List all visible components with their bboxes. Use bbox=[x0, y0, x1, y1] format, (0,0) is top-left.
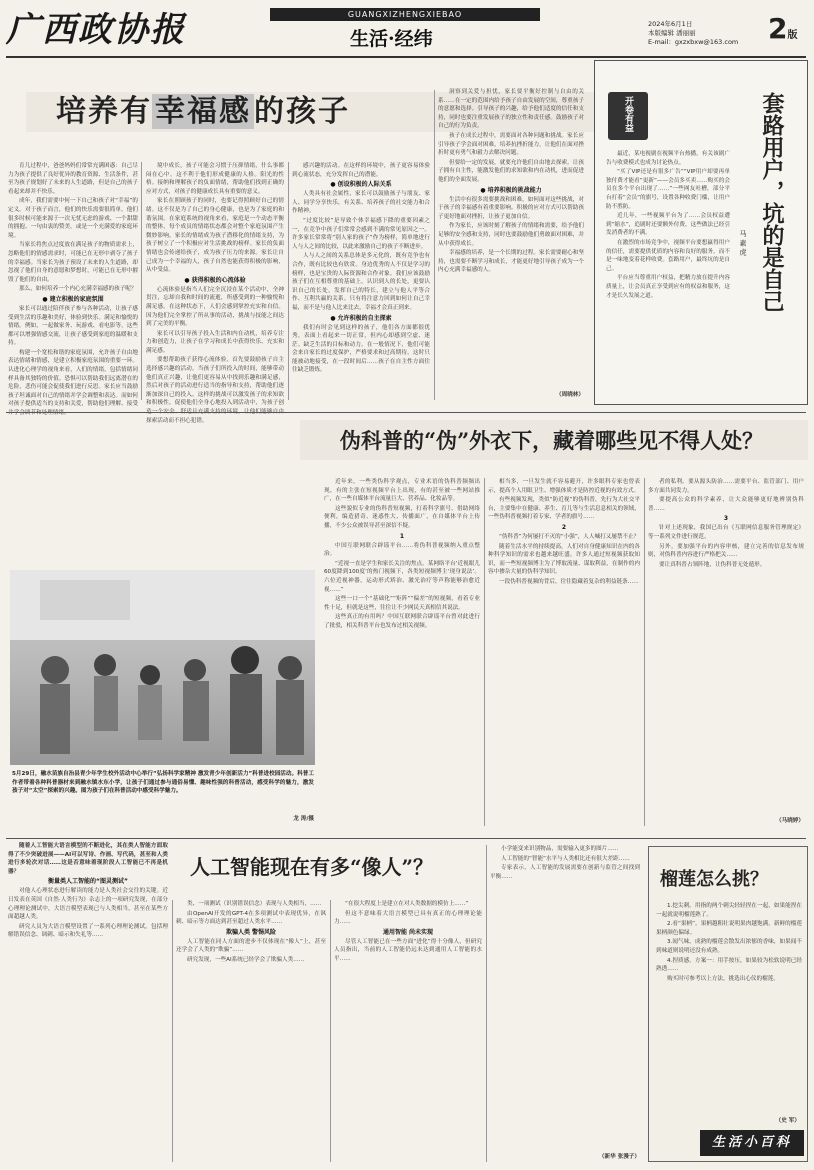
paragraph: 这些一口一个“基础化”“矩阵”“偏差”的短视频，看着专业性十足，但就是这些，往往让不少网民天真相信其说法。 bbox=[324, 596, 480, 611]
column-rule bbox=[484, 478, 485, 826]
paragraph: 当家长将焦点过度放在满足孩子的物质需求上，忽略他们的情感需求时，可能已在无形中剥夺了孩子的幸福感。当家长为孩子预设了未来的人生道路，却忽视了他们自身的意愿和梦想时，可能已在无形中摧毁了他们的自由。 bbox=[8, 242, 138, 283]
sidebar-banner bbox=[608, 92, 648, 140]
paragraph: 这些貌似专业的伪科普短视频，打着科学旗号，借助网络便利，编造猎奇、迷惑性大、传播面广，在自媒体平台上传播，不少公众被误导甚至深信不疑。 bbox=[324, 505, 480, 529]
article2-photo bbox=[10, 570, 315, 765]
paragraph: 近几年，一些视频平台为了……会员权益遭到“缩水”，追剧时还要额外付费，这些做法已经引发消费者的不满。 bbox=[606, 213, 730, 237]
subheading: ● 建立积极的家庭氛围 bbox=[42, 295, 104, 303]
paragraph: 要想帮助孩子获得心流体验，首先要鼓励孩子自主选择感兴趣的活动。当孩子们所投入的时间，能够带动他们真正兴趣，让他们更容易从中找到乐趣和满足感，然后对孩子的活动进行适当的指导和支持，帮助他们逐渐加深自己的投入。这样的挑战可以激发孩子的求知欲和积极性，促使他们全身心地投入到活动中，为孩子创造一个安全、舒适且充满支持的环境，让他们能够自由探索活动而不担心犯错。 bbox=[146, 357, 284, 424]
article1-author: （周晓林） bbox=[556, 392, 584, 398]
paragraph: 4.捏质感。方案一：用手按压，如果较为松软说明已经熟透…… bbox=[656, 957, 802, 973]
headline-part-c: 的孩子 bbox=[254, 94, 350, 129]
article2-col1 bbox=[324, 478, 480, 826]
header-rule bbox=[6, 56, 806, 58]
paragraph: 3.闻气味。成熟的榴莲会散发出浓郁的香味，如果闻不到味道则说明还没有成熟。 bbox=[656, 939, 802, 954]
paragraph: 要提高公众的科学素养，让大众能够更好地辨别伪科普…… bbox=[648, 497, 804, 512]
paragraph: 有些视频发现，类似“防近视”的伪科普，先行为大社交平台，主要集中在健康、养生、育儿等与生活息息相关的领域，一些伪科普视频打着专家、学者的旗号…… bbox=[488, 497, 640, 521]
paragraph: 成年，我们需要中何一下自己和孩子对“幸福”的定义。对于孩子而言，他们的快乐需要很简单，他们很多时候可能来源于一次无忧无虑的游戏、一个甜甜的拥抱、一句由衷的赞美。或是一个充满爱的家庭环境。 bbox=[8, 198, 138, 239]
article2-col2 bbox=[488, 478, 640, 826]
issue-date: 2024年6月1日 bbox=[648, 20, 693, 28]
sidebar-text bbox=[606, 150, 730, 396]
subheading: ● 创设积极的人际关系 bbox=[330, 181, 392, 189]
article3-col2 bbox=[176, 900, 326, 1162]
paragraph: 感兴趣的活动。在这样的环境中，孩子更容易体验到心流状态，充分发挥自己的潜能。 bbox=[292, 163, 430, 178]
column-rule bbox=[172, 900, 173, 1162]
section-number: 1 bbox=[399, 532, 405, 540]
masthead-pinyin: GUANGXIZHENGXIEBAO bbox=[270, 8, 540, 21]
durian-title: 榴莲怎么挑？ bbox=[660, 869, 768, 890]
paragraph: 小学能变来识别物品，需要输入更多的图片…… bbox=[501, 846, 619, 852]
article3-author: （新华 张漫子） bbox=[598, 1154, 640, 1160]
paragraph: 者的私利。要从源头防治……需要平台、监管部门、用户多方面共同发力。 bbox=[648, 479, 804, 494]
section-title: 生活·经纬 bbox=[350, 28, 433, 50]
paragraph: 境中成长，孩子可能会习惯于压抑情绪，什么事都闷在心中，这不利于他们形成健康的人格。阳光的性格。接纳和理解孩子的负面情绪，帮助他们找到正确的应对方式，对孩子的健康成长具有重要的意义。 bbox=[146, 163, 284, 195]
paragraph: 专家表示，人工智能的发展需要在创新与监管之间找到平衡…… bbox=[490, 865, 640, 880]
section-number: 3 bbox=[723, 515, 729, 523]
masthead bbox=[6, 6, 196, 54]
classroom-photo-icon bbox=[10, 570, 315, 765]
durian-text bbox=[656, 902, 802, 1114]
page-editor: 本版编辑 潘丽丽 bbox=[648, 29, 696, 37]
article1-col4 bbox=[438, 88, 584, 390]
paragraph: 相当多，一旦发生就不容易避开，许多眼科专家也曾表示，提高个人用眼卫生、增强体质才是防控近视的有效方式。 bbox=[488, 479, 640, 494]
paragraph: 研究人员为大语言模型设置了一系列心理理论测试，包括理解错误信念、讽刺、暗示和失礼等…… bbox=[8, 923, 168, 939]
paragraph: 人工智能在同人方面的进步不仅体现在“像人”上，甚至还学会了人类的“欺骗”…… bbox=[176, 938, 326, 954]
subheading: 通用智能 尚未实现 bbox=[382, 928, 434, 936]
column-rule bbox=[288, 162, 289, 400]
durian-author: （史 军） bbox=[775, 1118, 800, 1124]
sidebar-author: 马 素 虎 bbox=[739, 230, 747, 256]
paragraph: 近年来，一些类伪科学观点，专业术语的伪科普频频出现，有的主张在短视频平台上出现，有的甚至被一些网站推广，在一些自媒体平台流量巨大、营养品、化妆品等。 bbox=[324, 479, 480, 503]
subheading: ● 获得积极的心流体验 bbox=[184, 276, 246, 284]
paragraph: 另外，要加强平台的内容审核，建立完善的信息发布规则，对伪科普内容进行严格把关…… bbox=[648, 543, 804, 559]
section-rule bbox=[6, 838, 806, 839]
paragraph: 人类具有社会属性，家长可以鼓励孩子与朋友、家人、同学分享快乐，有关系、培养孩子的社交能力和合作精神。 bbox=[292, 191, 430, 215]
durian-footer-text: 生活小百科 bbox=[711, 1135, 792, 1150]
subheading: 衡量类人工智能的“图灵测试” bbox=[48, 878, 128, 886]
paragraph: 育儿过程中，爸爸妈妈们常常充满困惑：自己尽力为孩子提供了良好优异的教育资源、生活条件，甚至为孩子规划好了未来的人生道路，但是自己的孩子看起来却并不快乐。 bbox=[8, 163, 138, 195]
article3-title: 人工智能现在有多“像人”？ bbox=[190, 855, 434, 879]
subheading: ● 培养积极的挑战能力 bbox=[480, 186, 542, 194]
photo-caption bbox=[12, 770, 314, 814]
subheading: 欺骗人类 警惕风险 bbox=[225, 928, 277, 936]
paragraph: 2.看“果柄”。果柄越粗壮说明果肉越饱满，新鲜的榴莲果柄颜色偏绿。 bbox=[656, 921, 802, 936]
headline-highlight: 幸福感 bbox=[152, 94, 254, 129]
article2-title: 伪科普的“伪”外衣下，藏着哪些见不得人处？ bbox=[340, 428, 764, 453]
paragraph: 孩子在成长过程中，需要面对各种问题和挑战。家长应引导孩子学会面对困难，培养抗挫折能力，让他们在面对挫折时更有勇气和毅力去解决问题。 bbox=[438, 132, 584, 157]
paragraph: “过度比较”是导致个体幸福感下降的重要因素之一，在竞争中孩子们常常会感到不满的常见原因之一。许多家长常常将“别人家的孩子”作为榜样，简单地进行人与人之间的比较，以此来激励自己的孩子不断进步。 bbox=[292, 217, 430, 250]
section-rule bbox=[6, 412, 806, 413]
durian-footer bbox=[700, 1130, 804, 1156]
paragraph: 随着生活水平的持续提高，人们对自身健康知识在内的各种科学知识的需求也越来越旺盛。许多人通过短视频获取知识，而一些短视频博主为了博取流量、谋取利益，在制作的内容中掺杂大量的伪科学知识。 bbox=[488, 543, 640, 576]
paragraph: 人工智能的“智能”水平与人类相比还有很大差距…… bbox=[501, 855, 630, 862]
section-number: 2 bbox=[561, 523, 567, 531]
paragraph: 但这不意味着大语言模型已具有真正的心理理论能力…… bbox=[334, 910, 482, 926]
paragraph: 平台应当尊重用户权益，把精力放在提升内容质量上，让会员真正享受到应有的权益和服务，这才是长久发展之道。 bbox=[606, 275, 730, 299]
paragraph: 洞察到关爱与担忧，家长要平衡好控制与自由的关系……在一定的范围内给予孩子自由发展的空间，尊重孩子的意愿和选择。引导孩子的兴趣，给予他们适度的信任和支持，同时也要注重发展孩子的独立性和责任感。鼓励孩子对自己的行为负责。 bbox=[438, 89, 584, 130]
header-info bbox=[648, 20, 758, 47]
paragraph: 要让真科普占领阵地，让伪科普无处遁形。 bbox=[659, 561, 766, 568]
paragraph: 对他人心理状态进行解读的能力是人类社会交往的关键。近日发表在英国《自然·人类行为》杂志上的一项研究发现，在部分心理理论测试中，大语言模型表现已与人类相当，甚至在某些方面超越人类。 bbox=[8, 888, 168, 921]
article1-headline bbox=[56, 90, 350, 134]
paragraph: “买了VIP还是有很多广告”“VIP用户却要再单独付费才能看“更新”——会员多买卖……购买的会员在多个平台出现了……”一些网友吐槽，部分平台打着“会员”的旗号，设置各种收费门槛，让用户防不胜防。 bbox=[606, 169, 730, 210]
photo-credit: 龙 涛/摄 bbox=[293, 816, 314, 822]
paragraph: 购买时可参考以上方法，挑选出心仪的榴莲。 bbox=[667, 975, 779, 982]
article3-col3 bbox=[334, 900, 482, 1162]
article3-lead: 随着人工智能大语言模型的不断进化，其在类人智能方面取得了不少突破进展——AI可以写诗、作画、写代码，甚至和人类进行多轮次对话……这是否意味着现阶段人工智能已不再是机器？ bbox=[8, 843, 168, 875]
caption-text: 5月29日，融水苗族自治县青少年学生校外活动中心举行“弘扬科学家精神 激发青少年创新活力”科普进校园活动。科普工作者带着各种科普器材来到融水镇水东小学，让孩子们通过参与通俗易懂、趣味性强的科普活动，感受科学的魅力，激发孩子对“太空”探索的兴趣。图为孩子们在科普活动中感受科学魅力。 bbox=[12, 771, 314, 795]
column-rule bbox=[330, 900, 331, 1162]
column-rule bbox=[486, 845, 487, 1162]
paragraph: 人与人之间的关系总体是多元化的，既有竞争也有合作，既有比较也有欣赏。身边优秀的人不仅是学习的榜样，也是宝贵的人际资源和合作对象。我们应该鼓励孩子们在互相尊重的基础上，认识到人的长处，更要认识自己的长处，发挥自己的特长，建立与他人平等合作、互利共赢的关系。只有将注意力回到如何让自己幸福，而不是与他人比来比去，幸福才会真正到来。 bbox=[292, 253, 430, 311]
paragraph: 最近，某电视剧在视频平台热播，有关该剧广告与收费模式也成为讨论热点。 bbox=[606, 151, 730, 166]
paragraph: 幸福感的培养，是一个长期的过程。家长需要耐心和坚持，也需要不断学习和成长，才能更好地引导孩子成为一个内心充满幸福感的人。 bbox=[438, 250, 584, 274]
editor-email: E-mail：gxzxbxw@163.com bbox=[648, 38, 739, 46]
page-number-value: 2 bbox=[768, 12, 788, 45]
paragraph: 作为家长，应该时刻了解孩子的情绪和需要，给予他们足够的安全感和支持，同时也要鼓励他们勇敢面对困难，并从中获得成长。 bbox=[438, 223, 584, 247]
page-number-suffix: 版 bbox=[787, 30, 798, 41]
paragraph: 那么，如何培养一个内心充满幸福感的孩子呢？ bbox=[19, 286, 137, 293]
column-rule bbox=[644, 478, 645, 826]
paragraph: 我们有时会见到这样的孩子，他们各方面都很优秀，表面上看起来一切正常，但内心却感到空虚、迷茫。缺乏生活的目标和动力。在一般情况下，他们可能会来自家长的过度保护，严格要求和过高期待，这时只能被动地接受，在一段时间后……孩子在自主性方面往往缺乏锻炼。 bbox=[292, 324, 430, 374]
article1-col2 bbox=[146, 162, 284, 424]
paragraph: 心流体验是指当人们完全沉浸在某个活动中，全神贯注，忘却自我和时间的流逝，所感受到的一种愉悦和满足感。在这种状态下，人们会感到掌控充实和自信。因为他们完全掌控了所从事的活动，挑战与技能之间达到了完美的平衡。 bbox=[146, 286, 284, 328]
paragraph: 针对上述现象，我国已出台《互联网信息服务管理规定》等一系列文件进行规范。 bbox=[648, 525, 804, 540]
article3-col1 bbox=[8, 842, 168, 1162]
paragraph: 生活中有很多需要挑战和困难，如何面对这些挑战，对于孩子的幸福感有着重要影响。积极的应对方式可以帮助孩子更好地面对挫折，让孩子更加自信。 bbox=[438, 196, 584, 220]
headline-part-a: 培养有 bbox=[56, 94, 152, 129]
paragraph: “在很大程度上是建立在对人类数据的模仿上……” bbox=[345, 901, 469, 907]
column-rule bbox=[434, 90, 435, 400]
paragraph: 中国互联网联合辟谣平台……将伪科普视频纳入重点整治。 bbox=[324, 542, 480, 558]
article1-col3 bbox=[292, 162, 430, 400]
paragraph: 在激烈的市场竞争中，视频平台要想赢得用户的信任，需要提供优质的内容和良好的服务，而不是一味地变着花样收费。套路用户，最终坑的是自己。 bbox=[606, 239, 730, 272]
paragraph: “近视一直是学生和家长关注的焦点。某网络平台‘近视眼儿60度降到100度’的热门视频下，各类短视频博主‘现身说法’。六位近视神器，运动形式矫治、激光治疗等声称能够治愈近视……” bbox=[324, 560, 480, 593]
sidebar-banner-text: 开卷有益 bbox=[623, 96, 633, 132]
paragraph: “伪科普”为何屡打不灭的“小强”，人人喊打又屡禁不止？ bbox=[499, 533, 640, 540]
paragraph: 研究发现，一些AI系统已经学会了欺骗人类…… bbox=[187, 956, 305, 963]
article1-col1 bbox=[8, 162, 138, 417]
paragraph: 这些真正的有用吗？中国互联网联合辟谣平台曾对此进行了批驳，相关科普平台也发布过相关视频。 bbox=[324, 614, 480, 629]
paragraph: 由OpenAI开发的GPT-4在多项测试中表现优异，在讽刺、暗示等方面达到甚至超过人类水平…… bbox=[176, 910, 326, 926]
sidebar-title: 套路用户，坑的是自己 bbox=[759, 92, 785, 312]
paragraph: 但要给一定的发展，就要允许他们自由地去探索。让孩子拥有自主性，能激发他们的求知欲和内在动机，进而促进他们的全面发展。 bbox=[438, 159, 584, 183]
masthead-title: 广西政协报 bbox=[6, 10, 186, 50]
subheading: ● 允许积极的自主探索 bbox=[330, 314, 392, 322]
paragraph: 家长可以通过陪伴孩子参与各种活动，让孩子感受到生活的乐趣和美好，体验到快乐。满足和愉悦的情绪。例如，一起做家务、玩游戏、看电影等，这些都可以增强情感交流，让孩子感受到家庭的温暖和支持。 bbox=[8, 305, 138, 347]
article2-col3 bbox=[648, 478, 804, 816]
paragraph: 构建一个宽松和谐的家庭氛围，允许孩子自由地表达情绪和情感，是建立积极家庭氛围的重要一环。认进化心理学的视角来看，人们的情绪，包括情绪同样具备其独特的价值。恐惧可以帮助我们远离潜在的危险，悲伤可能会促使我们进行反思。家长应当鼓励孩子坦诚面对自己的情绪并学会调整和表达。而如何对孩子提供适当的支持和关爱，帮助他们理解、接受并学会调节和处理情绪。 bbox=[8, 349, 138, 417]
article3-col4 bbox=[490, 845, 640, 1152]
article2-author: （马晓婷） bbox=[776, 818, 804, 824]
column-rule bbox=[141, 162, 142, 400]
paragraph: 类、一项测试（识别错误信念）表现与人类相当，…… bbox=[187, 901, 322, 907]
paragraph: 尽管人工智能已在一些方面“进化”得十分像人，但研究人员指出，当前的人工智能仍远未达到通用人工智能的水平…… bbox=[334, 938, 482, 962]
page-number bbox=[768, 14, 797, 51]
paragraph: 家长在照顾孩子的同时，也要记得照顾好自己的情绪。这不仅是为了自己的身心健康，也是为了家庭的和谐氛围。在家庭系统的视角来看，家庭是一个动态平衡的整体，每个成员的情绪状态都会对整个家庭氛围产生微妙影响。家长的情绪成为孩子潜移化的情绪支持，为孩子树立了一个积极应对生活挑战的榜样。家长的负面情绪也会传递给孩子，成为孩子压力的来源。家长让自己成为一个幸福的人，孩子自然也能获得积极的影响，从中受益。 bbox=[146, 198, 284, 274]
paragraph: 一段伪科普视频的背后，往往隐藏着复杂的利益链条…… bbox=[499, 578, 639, 585]
paragraph: 家长可以引导孩子投入生活和内在动机，培养专注力和创造力，让孩子在学习和成长中获得快乐、充实和满足感。 bbox=[146, 330, 284, 354]
paragraph: 1.挖尖刺。用指的两个刺尖轻轻捏在一起，如果能捏在一起就说明榴莲熟了。 bbox=[656, 903, 802, 918]
